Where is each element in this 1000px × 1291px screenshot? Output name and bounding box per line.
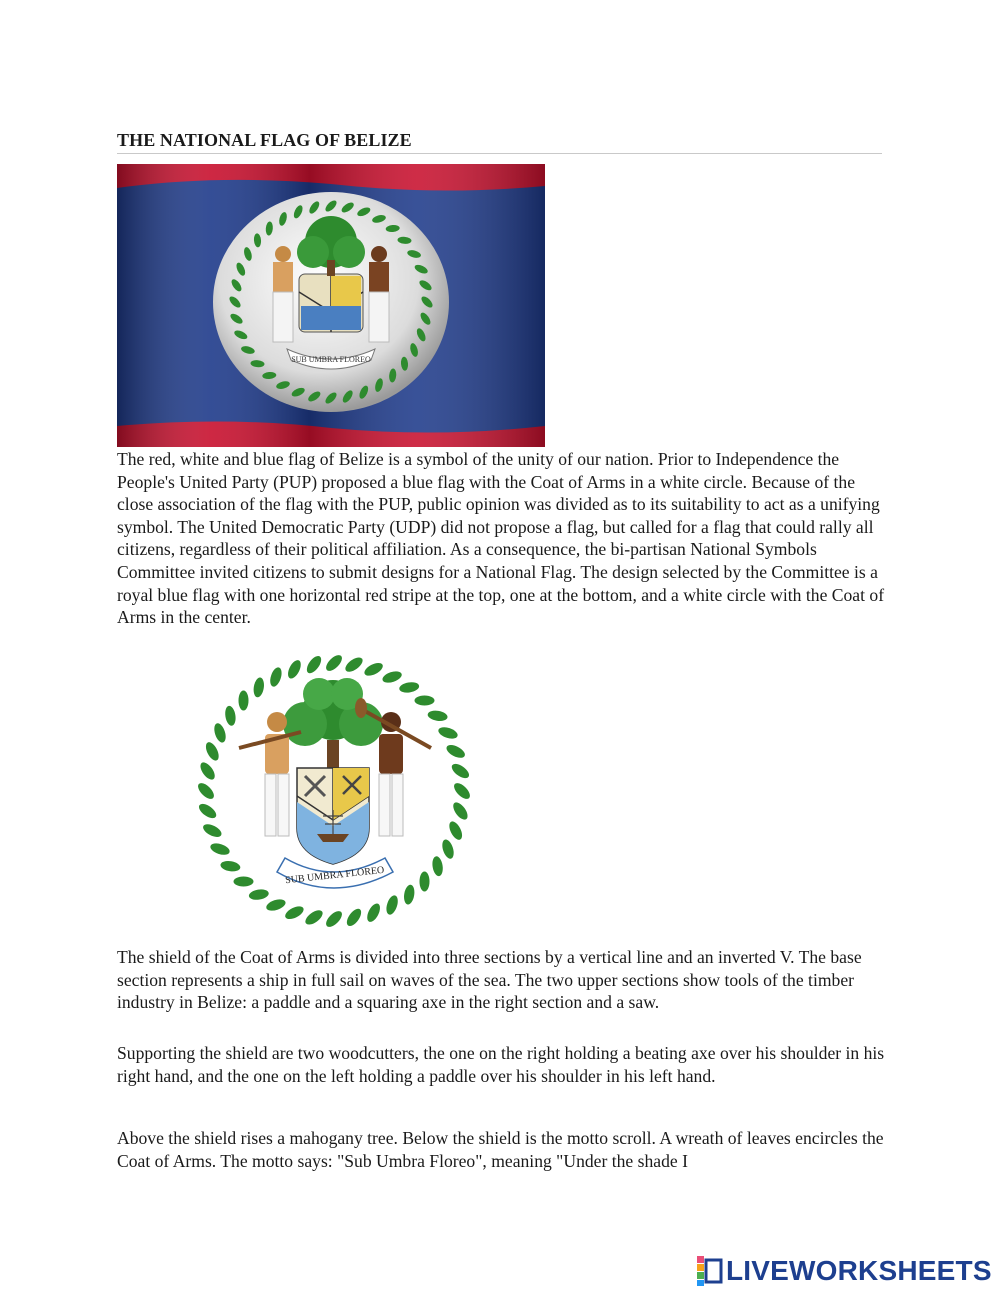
page-title: THE NATIONAL FLAG OF BELIZE <box>117 130 882 154</box>
svg-text:SUB UMBRA FLOREO: SUB UMBRA FLOREO <box>291 355 371 364</box>
woodcutters-description-paragraph: Supporting the shield are two woodcutters, the one on the right holding a beating axe over his shoulder in his right hand, and the one on the left holding a paddle over his shoulder in his left hand. <box>117 1043 885 1086</box>
tree-motto-description-paragraph: Above the shield rises a mahogany tree. Below the shield is the motto scroll. A wreath of leaves encircles the Coat of Arms. The motto says: "Sub Umbra Floreo", meaning "Under the shade I <box>117 1128 884 1171</box>
svg-text:SUB UMBRA FLOREO: SUB UMBRA FLOREO <box>284 864 385 887</box>
shield-description-paragraph: The shield of the Coat of Arms is divided into three sections by a vertical line and an inverted V. The base section represents a ship in full sail on waves of the sea. The two upper sections show tools of the timber industry in Belize: a paddle and a squaring axe in the right section and a saw. <box>117 947 862 1013</box>
liveworksheets-logo <box>697 1254 992 1288</box>
coat-of-arms-image <box>193 650 475 932</box>
belize-flag-image <box>117 164 545 447</box>
liveworksheets-logo-icon <box>697 1256 723 1286</box>
flag-description-paragraph: The red, white and blue flag of Belize is a symbol of the unity of our nation. Prior to Independence the People's United Party (PUP) proposed a blue flag with the Coat of Arms in a white circle. Because of the close association of the flag with the PUP, public opinion was divided as to its suitability to act as a unifying symbol. The United Democratic Party (UDP) did not propose a flag, but called for a flag that could rally all citizens, regardless of their political affiliation. As a consequence, the bi-partisan National Symbols Committee invited citizens to submit designs for a National Flag. The design selected by the Committee is a royal blue flag with one horizontal red stripe at the top, one at the bottom, and a white circle with the Coat of Arms in the center. <box>117 449 885 628</box>
liveworksheets-logo-text: LIVEWORKSHEETS <box>726 1255 992 1286</box>
